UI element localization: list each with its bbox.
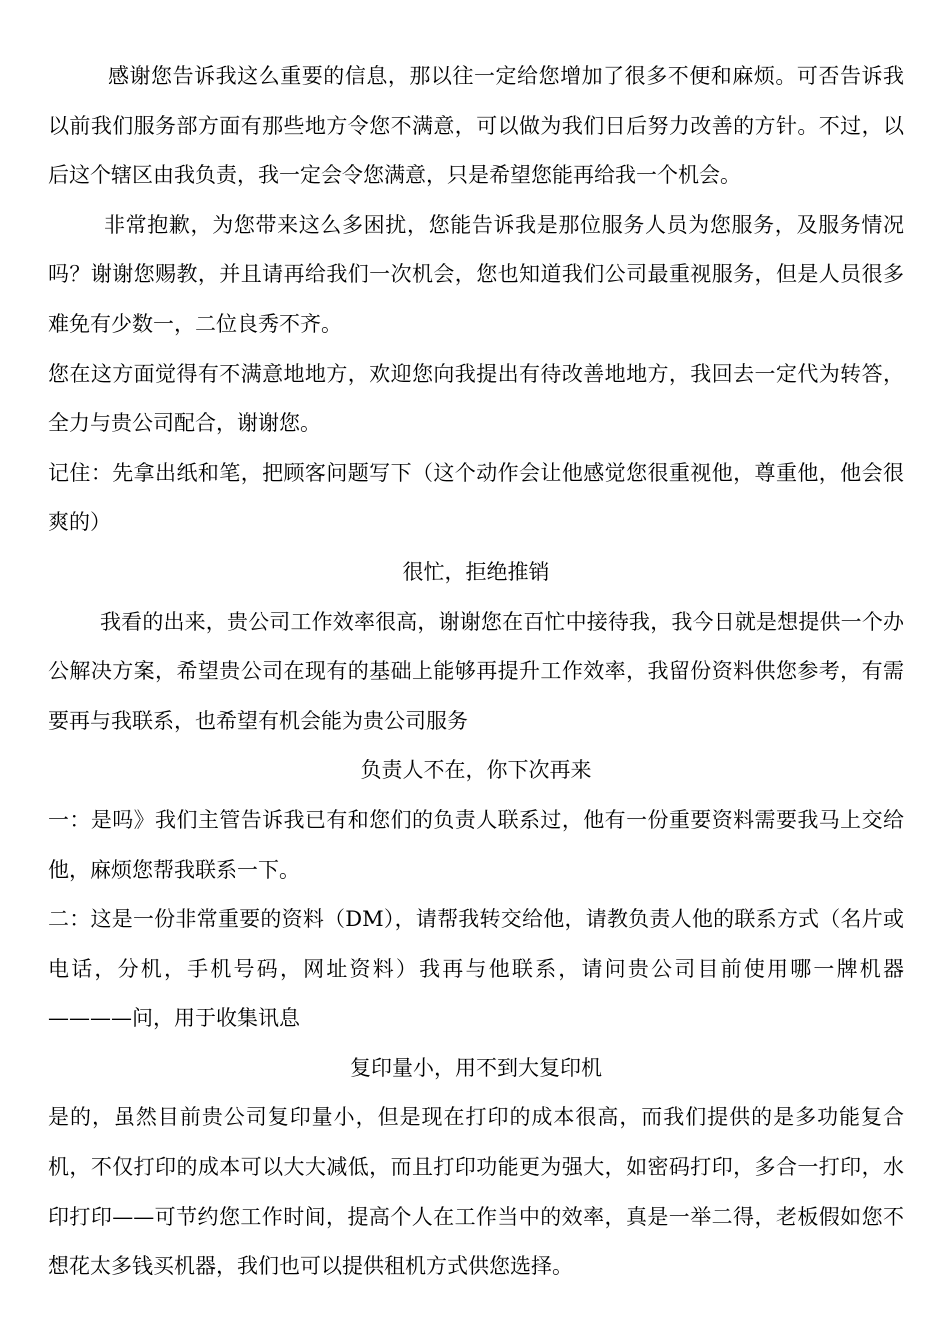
paragraph-feedback: 您在这方面觉得有不满意地地方，欢迎您向我提出有待改善地地方，我回去一定代为转答，全力与贵公司配合，谢谢您。: [48, 361, 904, 436]
paragraph-absent-item-2: 二：这是一份非常重要的资料（DM），请帮我转交给他，请教负责人他的联系方式（名片或电话，分机，手机号码，网址资料）我再与他联系，请问贵公司目前使用哪一牌机器————问，用于收集讯息: [48, 907, 904, 1031]
paragraph-apology-service: 非常抱歉，为您带来这么多困扰，您能告诉我是那位服务人员为您服务，及服务情况吗？谢谢您赐教，并且请再给我们一次机会，您也知道我们公司最重视服务，但是人员很多难免有少数一，二位良秀不齐。: [48, 212, 904, 336]
heading-busy: 很忙，拒绝推销: [402, 559, 550, 584]
paragraph-reminder: 记住：先拿出纸和笔，把顾客问题写下（这个动作会让他感觉您很重视他，尊重他，他会很爽的）: [48, 460, 904, 535]
document-page: [48, 52, 904, 1292]
heading-small-volume: 复印量小，用不到大复印机: [350, 1055, 602, 1080]
heading-absent: 负责人不在，你下次再来: [360, 758, 592, 783]
paragraph-small-volume-body: 是的，虽然目前贵公司复印量小，但是现在打印的成本很高，而我们提供的是多功能复合机，不仅打印的成本可以大大减低，而且打印功能更为强大，如密码打印，多合一打印，水印打印——可节约您工作时间，提高个人在工作当中的效率，真是一举二得，老板假如您不想花太多钱买机器，我们也可以提供租机方式供您选择。: [48, 1105, 904, 1279]
paragraph-busy-body: 我看的出来，贵公司工作效率很高，谢谢您在百忙中接待我，我今日就是想提供一个办公解决方案，希望贵公司在现有的基础上能够再提升工作效率，我留份资料供您参考，有需要再与我联系，也希望有机会能为贵公司服务: [48, 609, 904, 733]
paragraph-apology-info: 感谢您告诉我这么重要的信息，那以往一定给您增加了很多不便和麻烦。可否告诉我以前我们服务部方面有那些地方令您不满意，可以做为我们日后努力改善的方针。不过，以后这个辖区由我负责，我一定会令您满意，只是希望您能再给我一个机会。: [48, 64, 904, 188]
paragraph-absent-item-1: 一：是吗》我们主管告诉我已有和您们的负责人联系过，他有一份重要资料需要我马上交给他，麻烦您帮我联系一下。: [48, 807, 904, 882]
